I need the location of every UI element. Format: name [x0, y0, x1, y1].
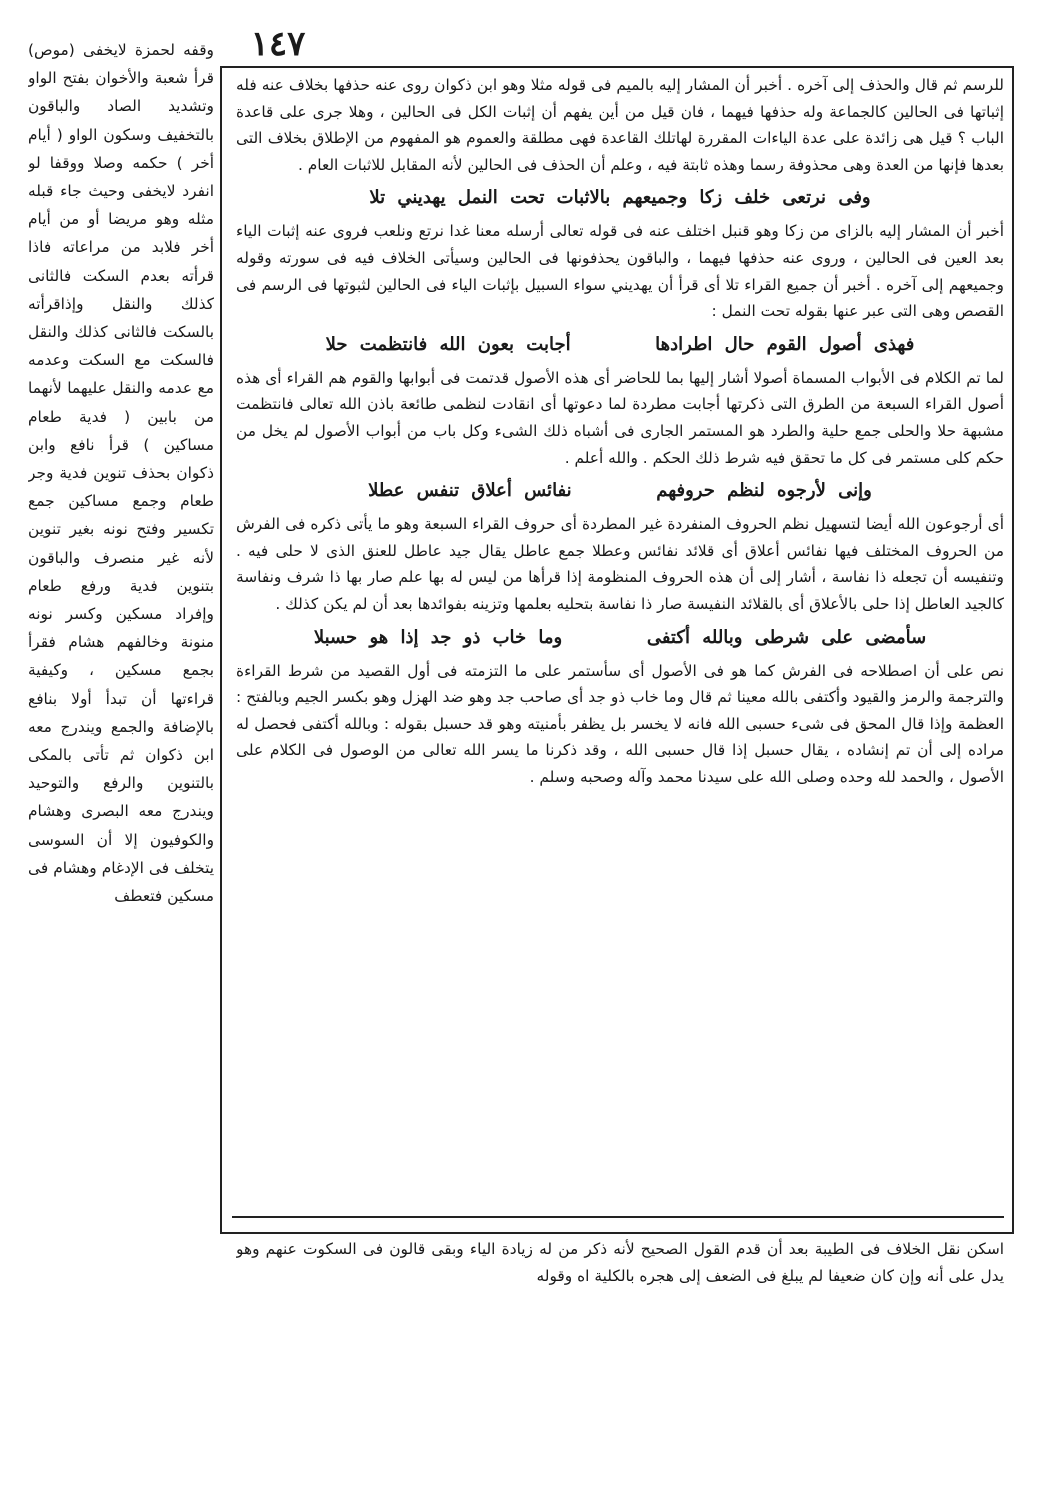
footnote-paragraph: اسكن نقل الخلاف فى الطيبة بعد أن قدم القول الصحيح لأنه ذكر من له زيادة الياء وبقى قالون فى السكوت عنهم وهو يدل على أنه وإن كان ضعيفا لم يبلغ فى الضعف إلى هجره بالكلية اه وقوله — [236, 1240, 1004, 1285]
verse-1: وفى نرتعى خلف زكا وجميعهم بالاثبات تحت النمل يهديني تلا — [369, 187, 871, 209]
page-number: ١٤٧ — [250, 24, 306, 64]
footnote — [236, 1236, 1004, 1326]
margin-paragraph: وقفه لحمزة لايخفى (موص) قرأ شعبة والأخوان بفتح الواو وتشديد الصاد والباقون بالتخفيف وسكون الواو ( أيام أخر ) حكمه وصلا ووقفا لو انفرد لايخفى وحيث جاء قبله مثله وهو مريضا أو من أيام أخر فلابد من مراعاته فاذا قرأته بعدم السكت فالثانى كذلك والنقل وإذاقرأته بالسكت فالثانى كذلك والنقل فالسكت مع السكت وعدمه مع عدمه والنقل عليهما لأنهما من بابين ( فدية طعام مساكين ) قرأ نافع وابن ذكوان بحذف تنوين فدية وجر طعام وجمع مساكين جمع تكسير وفتح نونه بغير تنوين لأنه غير منصرف والباقون بتنوين فدية ورفع طعام وإفراد مسكين وكسر نونه منونة وخالفهم هشام فقرأ بجمع مسكين ، وكيفية قراءتها أن تبدأ أولا بنافع بالإضافة والجمع ويندرج معه ابن ذكوان ثم تأتى بالمكى بالتنوين والرفع والتوحيد ويندرج معه البصرى وهشام والكوفيون إلا أن السوسى يتخلف فى الإدغام وهشام فى مسكين فتعطف — [28, 41, 214, 906]
verse-2 — [236, 327, 1004, 363]
paragraph-3: لما تم الكلام فى الأبواب المسماة أصولا أشار إليها بما للحاضر أى هذه الأصول قدتمت فى أبوابها والقوم هم القراء أى هذه أصول القراء السبعة من الطرق التى ذكرتها أجابت مطردة لما دعوتها أى انقادت لنظمى طائعة باذن الله تعالى فانتظمت مشبهة حلا والحلى جمع حلية والطرد هو المستمر الجارى فى أشباه ذلك الشىء وكل باب من أبواب الأصول لم يخل من حكم كلى مستمر فى كل ما تحقق فيه شرط ذلك الحكم . والله أعلم . — [236, 368, 1004, 467]
verse-2-second-hemistich: أجابت بعون الله فانتظمت حلا — [325, 333, 571, 355]
verse-3-first-hemistich: وإنى لأرجوه لنظم حروفهم — [656, 480, 872, 502]
footnote-divider — [232, 1216, 1004, 1218]
margin-commentary — [28, 36, 214, 1366]
verse-3-second-hemistich: نفائس أعلاق تنفس عطلا — [368, 480, 572, 502]
main-text-body — [236, 72, 1004, 1222]
paragraph-2: أخبر أن المشار إليه بالزاى من زكا وهو قنبل اختلف عنه فى قوله تعالى أرسله معنا غدا نرتع ونلعب فروى عنه إثبات الياء بعد العين فى الحالين ، وروى عنه حذفها فيهما ، والباقون يحذفونها فى الحالين وسيأتى الخلاف فيه فى سورته وقوله وجميعهم إلى آخره . أخبر أن جميع القراء تلا أى قرأ أن يهديني سواء السبيل بإثبات الياء فى الحالين لثبوتها فى الرسم فى القصص وهى التى عبر عنها بقوله تحت النمل : — [236, 222, 1004, 321]
paragraph-1: للرسم ثم قال والحذف إلى آخره . أخبر أن المشار إليه بالميم فى قوله مثلا وهو ابن ذكوان روى عنه حذفها بخلاف عنه فله إثباتها فى الحالين كالجماعة وله حذفها فيهما ، فان قيل من أين يفهم أن إثبات الكل فى الحالين ، وهلا جرى على قاعدة الباب ؟ قيل هى زائدة على عدة الياءات المقررة لهاتلك القاعدة فهى مطلقة والعموم هو المفهوم من الإطلاق بخلاف التى بعدها فإنها من العدة وهى محذوفة رسما وهذه ثابتة فيه ، وعلم أن الحذف فى الحالين لأنه المقابل للاثبات العام . — [236, 76, 1004, 174]
verse-4-first-hemistich: سأمضى على شرطى وبالله أكتفى — [646, 626, 927, 648]
paragraph-5: نص على أن اصطلاحه فى الفرش كما هو فى الأصول أى سأستمر على ما التزمته فى أول القصيد من شرط القراءة والترجمة والرمز والقيود وأكتفى بالله معينا ثم قال وما خاب ذو جد أى صاحب جد وهو ضد الهزل وهو بكسر الجيم وبالفتح : العظمة وإذا قال المحق فى شىء حسبى الله فانه لا يخسر بل يظفر بأمنيته وهو قد حسبل بقوله : وبالله أكتفى فحصل له مراده إلى أن تم إنشاده ، يقال حسبل إذا قال حسبى الله ، وقد ذكرنا ما يسر الله تعالى من الوصول فى الكلام على الأصول ، والحمد لله وحده وصلى الله على سيدنا محمد وآله وصحبه وسلم . — [236, 661, 1004, 786]
verse-3 — [236, 473, 1004, 509]
verse-4 — [236, 620, 1004, 656]
paragraph-4: أى أرجوعون الله أيضا لتسهيل نظم الحروف المنفردة غير المطردة أى حروف القراء السبعة وهو ما يأتى ذكره فى الفرش من الحروف المختلف فيها نفائس أعلاق أى قلائد نفائس وعطلا جمع عاطل يقال جيد عاطل للعنق الذى لا حلى فيه . وتنفيسه أن تجعله ذا نفاسة ، أشار إلى أن هذه الحروف المنظومة إذا قرأها من ليس له بها علم صار بها ذا شرف ونفاسة كالجيد العاطل إذا حلى بالأعلاق أى بالقلائد النفيسة صار ذا نفاسة بتحليه بعلمها وتزينه بفوائدها بعد أن لم يكن كذلك . — [236, 515, 1004, 613]
verse-4-second-hemistich: وما خاب ذو جد إذا هو حسبلا — [313, 626, 563, 648]
verse-2-first-hemistich: فهذى أصول القوم حال اطرادها — [655, 333, 915, 355]
